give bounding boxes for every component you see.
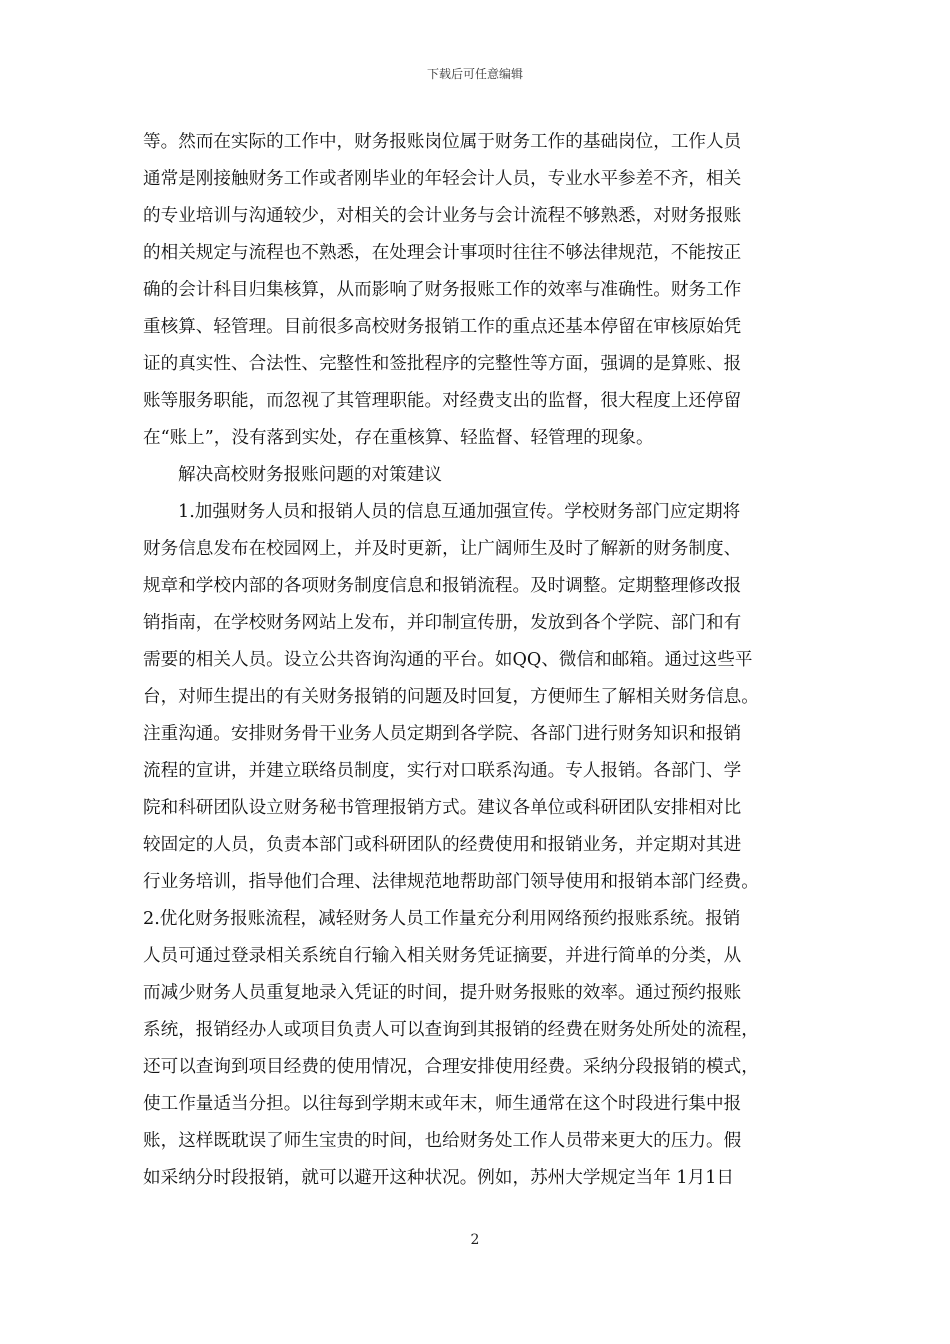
text-line: 规章和学校内部的各项财务制度信息和报销流程。及时调整。定期整理修改报 bbox=[143, 576, 742, 596]
text-line: 人员可通过登录相关系统自行输入相关财务凭证摘要，并进行简单的分类，从 bbox=[143, 946, 742, 966]
text-line: 1.加强财务人员和报销人员的信息互通加强宣传。学校财务部门应定期将 bbox=[178, 502, 741, 522]
text-line: 使工作量适当分担。以往每到学期末或年末，师生通常在这个时段进行集中报 bbox=[143, 1094, 742, 1114]
text-line: 的专业培训与沟通较少，对相关的会计业务与会计流程不够熟悉，对财务报账 bbox=[143, 206, 742, 226]
text-line: 2.优化财务报账流程，减轻财务人员工作量充分利用网络预约报账系统。报销 bbox=[143, 909, 741, 929]
text-line: 院和科研团队设立财务秘书管理报销方式。建议各单位或科研团队安排相对比 bbox=[143, 798, 742, 818]
text-line: 通常是刚接触财务工作或者刚毕业的年轻会计人员，专业水平参差不齐，相关 bbox=[143, 169, 742, 189]
text-line: 重核算、轻管理。目前很多高校财务报销工作的重点还基本停留在审核原始凭 bbox=[143, 317, 742, 337]
text-line: 注重沟通。安排财务骨干业务人员定期到各学院、各部门进行财务知识和报销 bbox=[143, 724, 742, 744]
text-line: 在“账上”，没有落到实处，存在重核算、轻监督、轻管理的现象。 bbox=[143, 428, 654, 448]
text-line: 的相关规定与流程也不熟悉，在处理会计事项时往往不够法律规范，不能按正 bbox=[143, 243, 742, 263]
text-line: 系统，报销经办人或项目负责人可以查询到其报销的经费在财务处所处的流程， bbox=[143, 1020, 759, 1040]
text-line: 确的会计科目归集核算，从而影响了财务报账工作的效率与准确性。财务工作 bbox=[143, 280, 742, 300]
page-number: 2 bbox=[470, 1232, 480, 1248]
text-line: 等。然而在实际的工作中，财务报账岗位属于财务工作的基础岗位，工作人员 bbox=[143, 132, 742, 152]
text-line: 流程的宣讲，并建立联络员制度，实行对口联系沟通。专人报销。各部门、学 bbox=[143, 761, 742, 781]
text-line: 还可以查询到项目经费的使用情况，合理安排使用经费。采纳分段报销的模式， bbox=[143, 1057, 759, 1077]
text-line: 销指南，在学校财务网站上发布，并印制宣传册，发放到各个学院、部门和有 bbox=[143, 613, 742, 633]
page-header: 下载后可任意编辑 bbox=[426, 67, 523, 81]
text-line: 台，对师生提出的有关财务报销的问题及时回复，方便师生了解相关财务信息。 bbox=[143, 687, 759, 707]
text-line: 如采纳分时段报销，就可以避开这种状况。例如，苏州大学规定当年 1月1日 bbox=[143, 1168, 734, 1188]
text-line: 证的真实性、合法性、完整性和签批程序的完整性等方面，强调的是算账、报 bbox=[143, 354, 742, 374]
section-heading: 解决高校财务报账问题的对策建议 bbox=[178, 465, 442, 485]
text-line: 账，这样既耽误了师生宝贵的时间，也给财务处工作人员带来更大的压力。假 bbox=[143, 1131, 742, 1151]
text-line: 账等服务职能，而忽视了其管理职能。对经费支出的监督，很大程度上还停留 bbox=[143, 391, 742, 411]
text-line: 行业务培训，指导他们合理、法律规范地帮助部门领导使用和报销本部门经费。 bbox=[143, 872, 759, 892]
text-line: 较固定的人员，负责本部门或科研团队的经费使用和报销业务，并定期对其进 bbox=[143, 835, 742, 855]
text-line: 需要的相关人员。设立公共咨询沟通的平台。如QQ、微信和邮箱。通过这些平 bbox=[143, 650, 753, 670]
text-line: 而减少财务人员重复地录入凭证的时间，提升财务报账的效率。通过预约报账 bbox=[143, 983, 742, 1003]
text-line: 财务信息发布在校园网上，并及时更新，让广阔师生及时了解新的财务制度、 bbox=[143, 539, 742, 559]
